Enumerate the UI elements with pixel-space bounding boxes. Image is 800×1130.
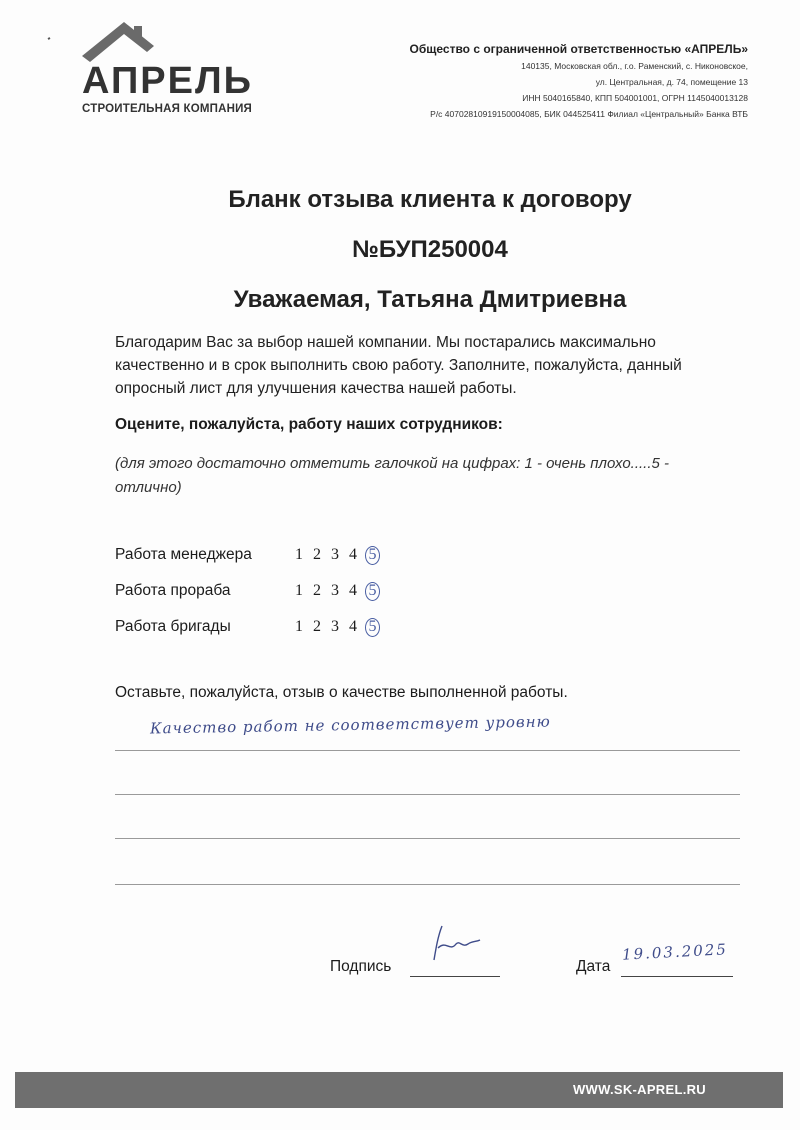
rating-label: Работа прораба: [115, 582, 231, 599]
date-value[interactable]: 19.03.2025: [621, 940, 729, 964]
rating-option[interactable]: 3: [331, 618, 339, 635]
date-label: Дата: [576, 958, 611, 975]
rating-scale: [295, 546, 380, 565]
rating-hint: (для этого достаточно отметить галочкой на цифрах: 1 - очень плохо.....5 - отлично): [115, 455, 670, 496]
rating-label: Работа бригады: [115, 618, 231, 635]
company-name: Общество с ограниченной ответственностью «АПРЕЛЬ»: [409, 42, 748, 56]
feedback-text[interactable]: Качество работ не соответствует уровню: [149, 712, 551, 738]
company-address-line-2: ул. Центральная, д. 74, помещение 13: [595, 77, 748, 87]
feedback-prompt: Оставьте, пожалуйста, отзыв о качестве выполненной работы.: [115, 684, 568, 701]
rating-label: Работа менеджера: [115, 546, 252, 563]
rating-option[interactable]: 3: [331, 546, 339, 563]
company-address-line-1: 140135, Московская обл., г.о. Раменский, с. Никоновское,: [521, 61, 748, 71]
feedback-line: [115, 838, 740, 839]
feedback-line: [115, 794, 740, 795]
rating-option-selected[interactable]: 5: [365, 582, 380, 601]
rating-option[interactable]: 1: [295, 618, 303, 635]
signature-line: [410, 976, 500, 977]
rating-option[interactable]: 1: [295, 546, 303, 563]
rating-option-selected[interactable]: 5: [365, 546, 380, 565]
rating-option-selected[interactable]: 5: [365, 618, 380, 637]
rating-option[interactable]: 4: [349, 618, 357, 635]
rating-option[interactable]: 4: [349, 546, 357, 563]
logo-subtitle: СТРОИТЕЛЬНАЯ КОМПАНИЯ: [82, 103, 253, 115]
footer-website[interactable]: WWW.SK-APREL.RU: [572, 1082, 706, 1097]
rating-option[interactable]: 1: [295, 582, 303, 599]
company-bank: Р/с 40702810919150004085, БИК 044525411 Филиал «Центральный» Банка ВТБ: [430, 109, 748, 119]
intro-paragraph: Благодарим Вас за выбор нашей компании. Мы постарались максимально качественно и в срок выполнить свою работу. Заполните, пожалуйста, данный опросный лист для улучшения качества нашей работы.: [115, 334, 682, 397]
rating-option[interactable]: 4: [349, 582, 357, 599]
contract-number: №БУП250004: [352, 236, 508, 263]
feedback-line: [115, 884, 740, 885]
rating-prompt: Оцените, пожалуйста, работу наших сотрудников:: [115, 416, 503, 433]
company-details: [410, 40, 748, 122]
signature-mark-icon: [428, 922, 488, 962]
rating-option[interactable]: 2: [313, 582, 321, 599]
rating-option[interactable]: 2: [313, 546, 321, 563]
greeting: Уважаемая, Татьяна Дмитриевна: [233, 286, 627, 313]
form-title: Бланк отзыва клиента к договору: [228, 186, 632, 213]
feedback-line: [115, 750, 740, 751]
signature-label: Подпись: [330, 958, 392, 975]
rating-option[interactable]: 2: [313, 618, 321, 635]
rating-scale: [295, 618, 380, 637]
company-ids: ИНН 5040165840, КПП 504001001, ОГРН 1145040013128: [522, 93, 748, 103]
rating-option[interactable]: 3: [331, 582, 339, 599]
date-line: [621, 976, 733, 977]
rating-scale: [295, 582, 380, 601]
logo-name: АПРЕЛЬ: [82, 60, 253, 102]
